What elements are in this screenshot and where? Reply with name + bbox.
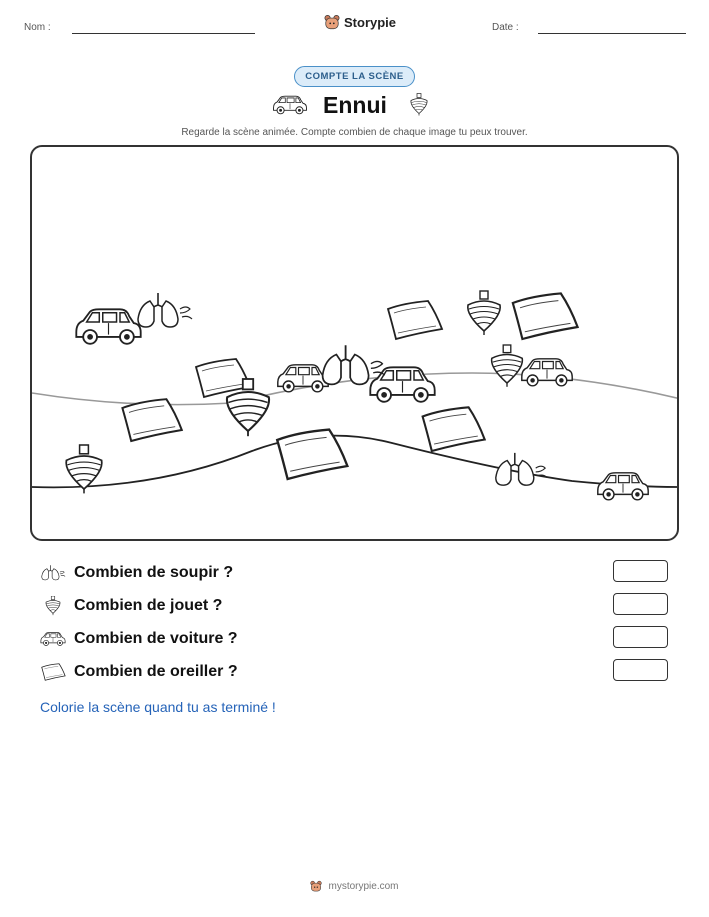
answer-box-top[interactable] [613,593,668,615]
hill-line-front [32,436,679,488]
car-icon [76,309,140,344]
footer [0,880,709,893]
question-row-top [40,596,222,616]
pillow-icon [122,399,181,441]
question-row-pillow [40,662,238,682]
instructions: Regarde la scène animée. Compte combien de chaque image tu peux trouver. [181,127,528,138]
question-text: Combien de oreiller ? [74,663,238,680]
question-text: Combien de soupir ? [74,564,234,581]
pillow-icon [513,293,578,339]
pillow-icon [277,430,347,479]
answer-box-car[interactable] [613,626,668,648]
brand-name: Storypie [344,15,397,30]
lungs-icon [138,293,192,327]
pillow-icon [423,407,485,451]
bear-icon [324,14,340,31]
bear-icon [310,880,322,893]
pillow-icon [196,359,250,397]
spinning-top-icon [492,345,523,387]
lungs-icon [496,453,547,485]
answer-box-pillow[interactable] [613,659,668,681]
spinning-top-icon [40,596,66,616]
footer-site[interactable]: mystorypie.com [328,881,399,892]
coloring-note: Colorie la scène quand tu as terminé ! [40,699,276,715]
question-row-car [40,629,238,649]
date-line[interactable] [538,33,686,34]
spinning-top-icon [468,291,500,335]
pillow-icon [388,301,442,339]
question-text: Combien de jouet ? [74,597,223,614]
page-title: Ennui [323,92,387,118]
answer-box-lungs[interactable] [613,560,668,582]
question-text: Combien de voiture ? [74,630,238,647]
brand-logo [324,14,396,31]
pillow-icon [40,662,66,682]
name-line[interactable] [72,33,255,34]
scene-frame [30,145,679,541]
car-icon [598,473,648,500]
section-badge: COMPTE LA SCÈNE [294,66,415,87]
date-label: Date : [492,22,519,33]
spinning-top-icon [409,93,429,117]
car-icon [40,629,66,649]
question-row-lungs [40,563,233,583]
name-label: Nom : [24,22,51,33]
lungs-icon [40,563,66,583]
car-icon [522,359,572,386]
scene-illustration [32,147,679,541]
